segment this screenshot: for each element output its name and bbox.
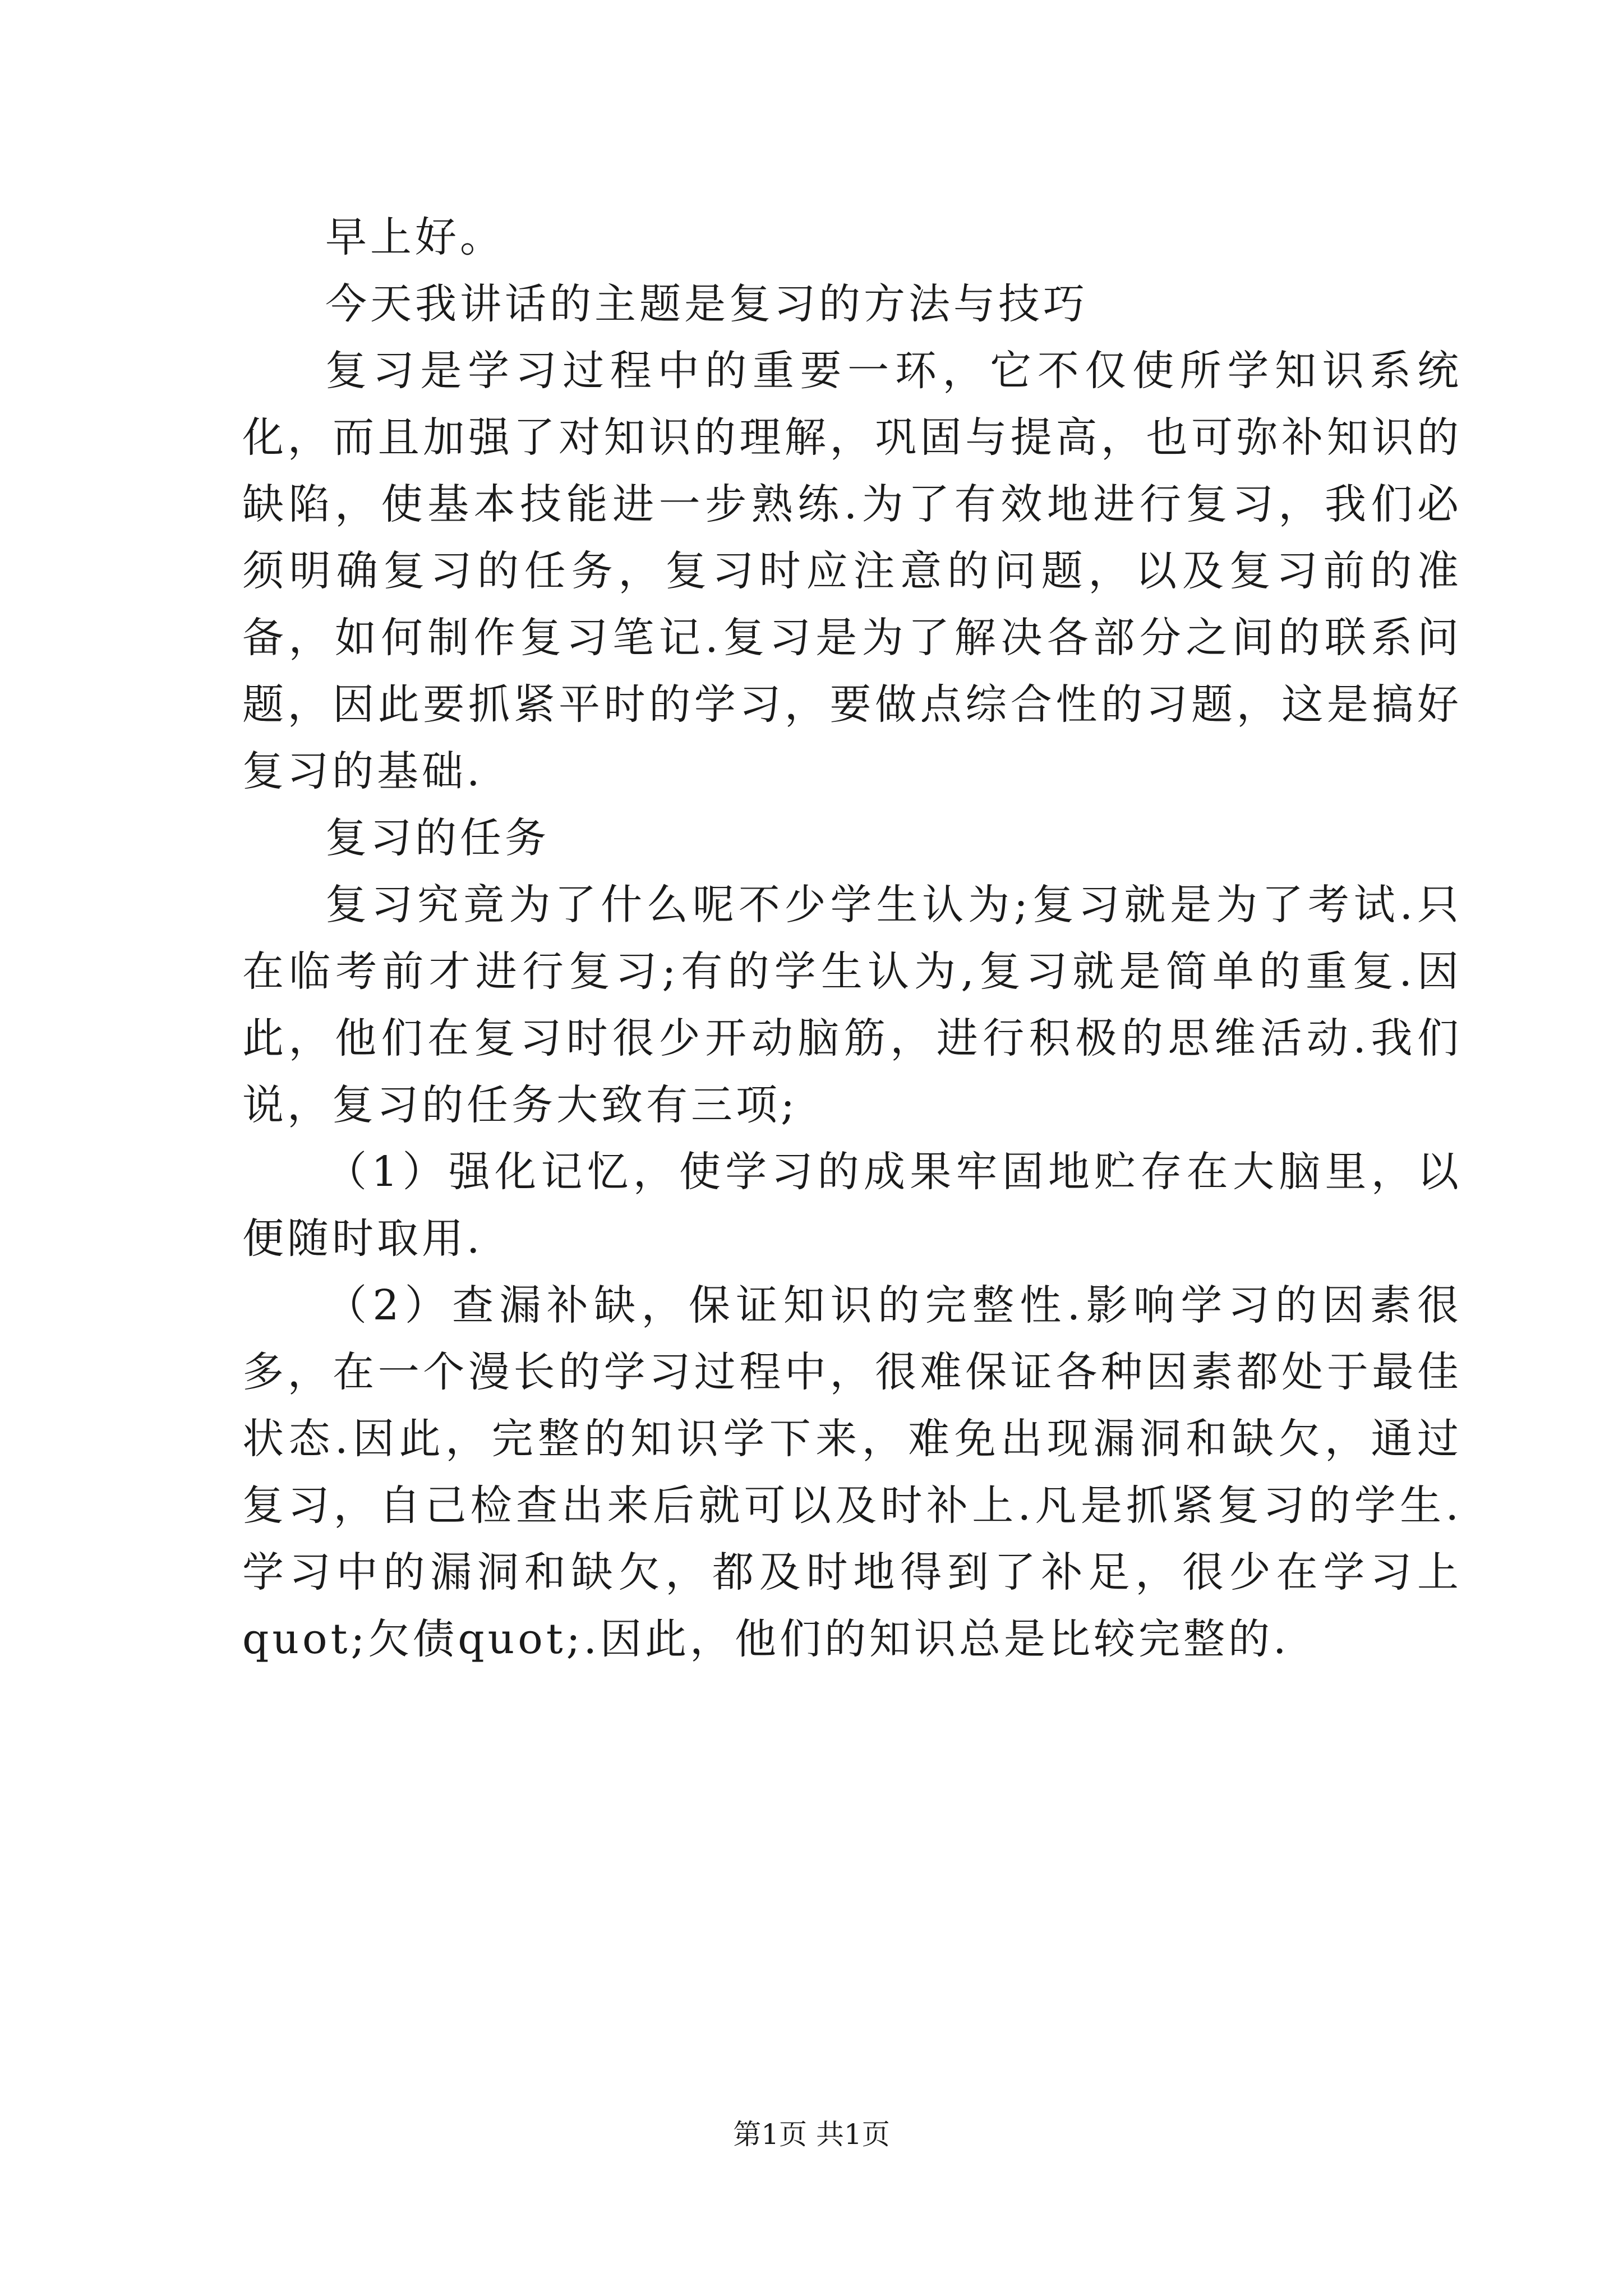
greeting-paragraph: 早上好。: [325, 213, 505, 261]
intro-paragraph: 复习是学习过程中的重要一环，它不仅使所学知识系统化，而且加强了对知识的理解，巩固与提高，也可弥补知识的缺陷，使基本技能进一步熟练.为了有效地进行复习，我们必须明确复习的任务，复习时应注意的问题，以及复习前的准备，如何制作复习笔记.复习是为了解决各部分之间的联系问题，因此要抓紧平时的学习，要做点综合性的习题，这是搞好复习的基础.: [242, 347, 1462, 795]
topic-paragraph: 今天我讲话的主题是复习的方法与技巧: [325, 280, 1088, 328]
tasks-paragraph: 复习究竟为了什么呢不少学生认为;复习就是为了考试.只在临考前才进行复习;有的学生认为,复习就是简单的重复.因此，他们在复习时很少开动脑筋，进行积极的思维活动.我们说，复习的任务大致有三项;: [242, 881, 1462, 1129]
task-item-1: （1）强化记忆，使学习的成果牢固地贮存在大脑里，以便随时取用.: [242, 1148, 1462, 1263]
document-body: [242, 204, 1462, 1673]
task-item-2: （2）查漏补缺，保证知识的完整性.影响学习的因素很多，在一个漫长的学习过程中，很难保证各种因素都处于最佳状态.因此，完整的知识学下来，难免出现漏洞和缺欠，通过复习，自己检查出来后就可以及时补上.凡是抓紧复习的学生.学习中的漏洞和缺欠，都及时地得到了补足，很少在学习上quot;欠债quot;.因此，他们的知识总是比较完整的.: [242, 1281, 1462, 1663]
page-footer: 第1页 共1页: [733, 2118, 890, 2151]
section-heading: 复习的任务: [325, 814, 550, 862]
